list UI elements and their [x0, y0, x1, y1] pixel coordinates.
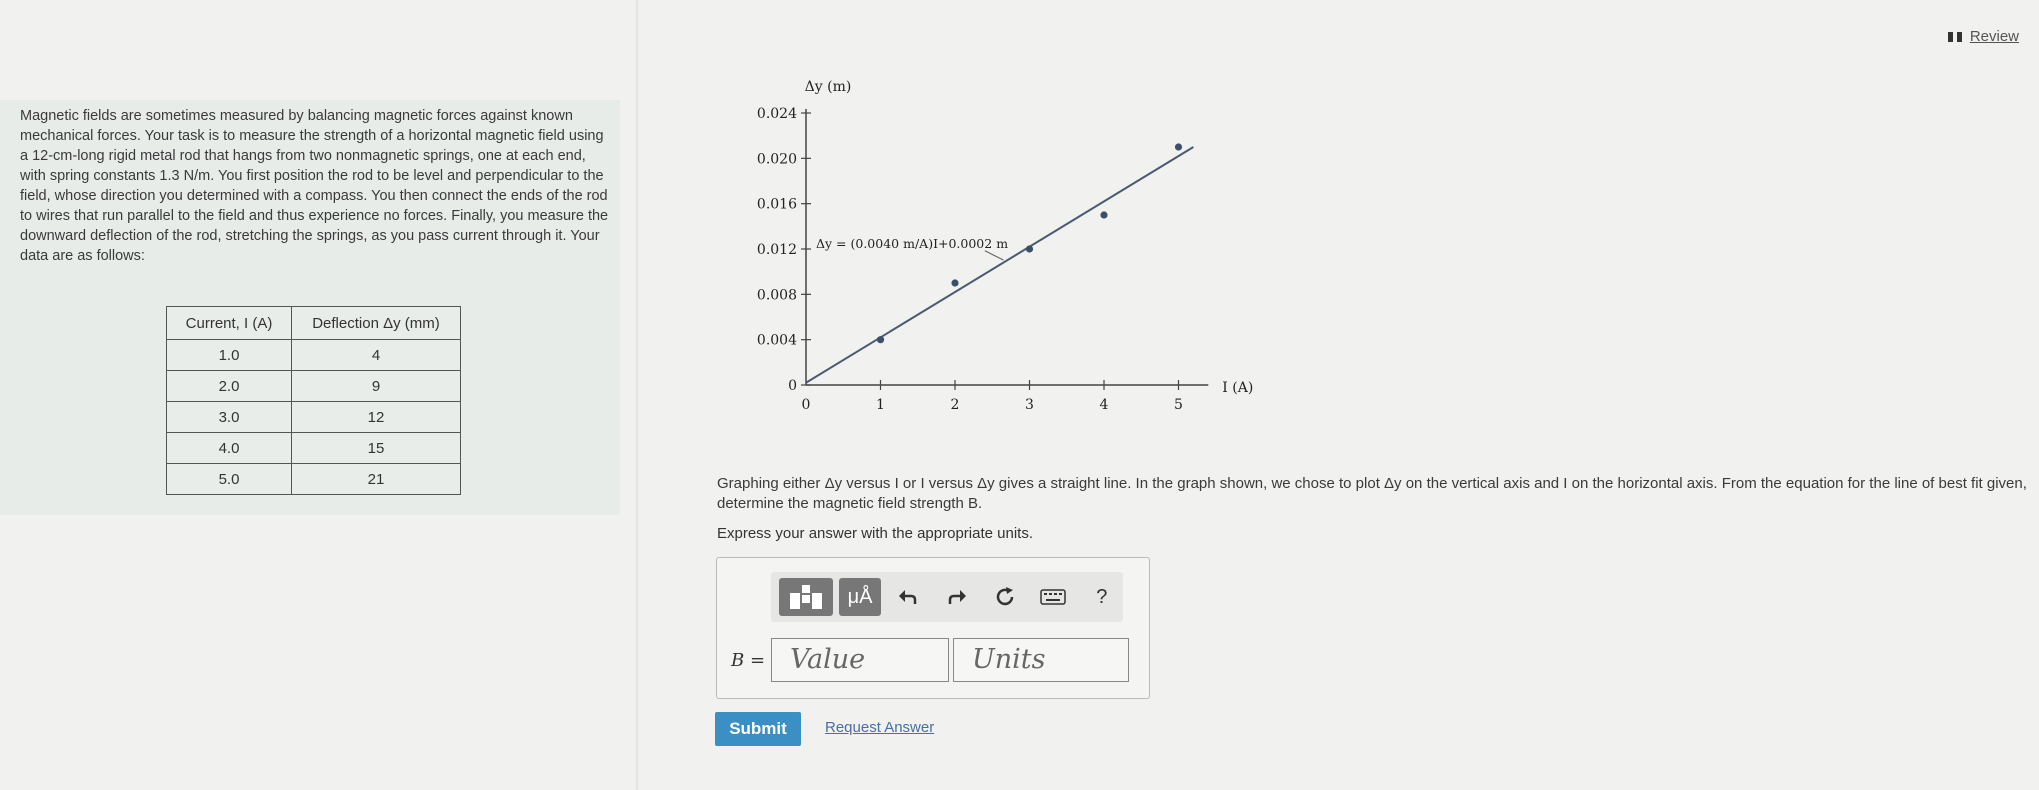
divider [636, 0, 638, 790]
units-instruction: Express your answer with the appropriate units. [717, 525, 1033, 542]
y-tick-label: 0.020 [756, 151, 797, 168]
x-tick-label: 0 [801, 397, 811, 413]
reset-icon[interactable] [984, 578, 1026, 616]
y-tick-label: 0.024 [756, 106, 797, 122]
table-cell: 5.0 [167, 464, 292, 495]
review-label: Review [1969, 28, 2019, 45]
fit-line [806, 147, 1193, 383]
data-point [1175, 143, 1182, 150]
units-field[interactable]: Units [953, 638, 1129, 682]
table-cell: 1.0 [167, 340, 292, 371]
data-point [951, 279, 958, 286]
table-header-row [167, 307, 461, 340]
table-cell: 4.0 [167, 433, 292, 464]
x-tick-label: 5 [1174, 397, 1183, 413]
question-text: Graphing either Δy versus I or I versus Δy gives a straight line. In the graph shown, we chose to plot Δy on the vertical axis and I on the horizontal axis. From the equation for the line of best fit given, determine the magnetic field strength B. [717, 475, 2027, 512]
table-header-deflection: Deflection Δy (mm) [292, 307, 461, 340]
value-field[interactable]: Value [771, 638, 949, 682]
table-cell: 2.0 [167, 371, 292, 402]
math-toolbar [771, 572, 1123, 622]
deflection-chart [740, 60, 1260, 420]
x-tick-label: 2 [950, 397, 960, 413]
x-tick-label: 4 [1099, 397, 1109, 413]
table-cell: 3.0 [167, 402, 292, 433]
annotation-leader [985, 251, 1004, 260]
data-table [166, 306, 461, 495]
x-axis-label: I (A) [1222, 380, 1254, 396]
y-axis-label: Δy (m) [804, 79, 852, 95]
request-answer-link[interactable]: Request Answer [825, 719, 935, 736]
fit-equation-label: Δy = (0.0040 m/A)I+0.0002 m [816, 236, 1009, 251]
units-icon[interactable]: μÅ [839, 578, 881, 616]
review-link[interactable] [1948, 28, 2019, 45]
table-row [167, 371, 461, 402]
x-tick-label: 3 [1025, 397, 1034, 413]
table-cell: 15 [292, 433, 461, 464]
review-icon [1948, 32, 1962, 42]
y-tick-label: 0 [788, 378, 797, 394]
submit-button[interactable]: Submit [715, 712, 801, 746]
x-tick-label: 1 [876, 397, 885, 413]
table-row [167, 340, 461, 371]
table-cell: 21 [292, 464, 461, 495]
data-point [877, 336, 884, 343]
y-tick-label: 0.008 [756, 287, 797, 304]
table-cell: 12 [292, 402, 461, 433]
table-cell: 9 [292, 371, 461, 402]
redo-icon[interactable] [936, 578, 978, 616]
help-icon[interactable]: ? [1096, 585, 1108, 608]
answer-box [716, 557, 1150, 699]
table-header-current: Current, I (A) [167, 307, 292, 340]
data-point [1100, 211, 1107, 218]
y-tick-label: 0.004 [756, 332, 797, 349]
y-tick-label: 0.012 [756, 242, 797, 258]
b-variable-label: B = [731, 650, 766, 671]
problem-text: Magnetic fields are sometimes measured by balancing magnetic forces against known mechanical forces. Your task is to measure the strength of a horizontal magnetic field using a 12-cm-long rigid metal rod that hangs from two nonmagnetic springs, one at each end, with spring constants 1.3 N/m. You first position the rod to be level and perpendicular to the field, whose direction you determined with a compass. You then connect the ends of the rod to wires that run parallel to the field and thus experience no forces. Finally, you measure the downward deflection of the rod, stretching the springs, as you pass current through it. Your data are as follows: [20, 108, 609, 264]
table-row [167, 402, 461, 433]
table-cell: 4 [292, 340, 461, 371]
data-point [1026, 245, 1033, 252]
y-tick-label: 0.016 [756, 196, 797, 213]
table-row [167, 433, 461, 464]
undo-icon[interactable] [887, 578, 929, 616]
table-row [167, 464, 461, 495]
keyboard-icon[interactable] [1032, 578, 1074, 616]
templates-icon[interactable] [779, 578, 833, 616]
